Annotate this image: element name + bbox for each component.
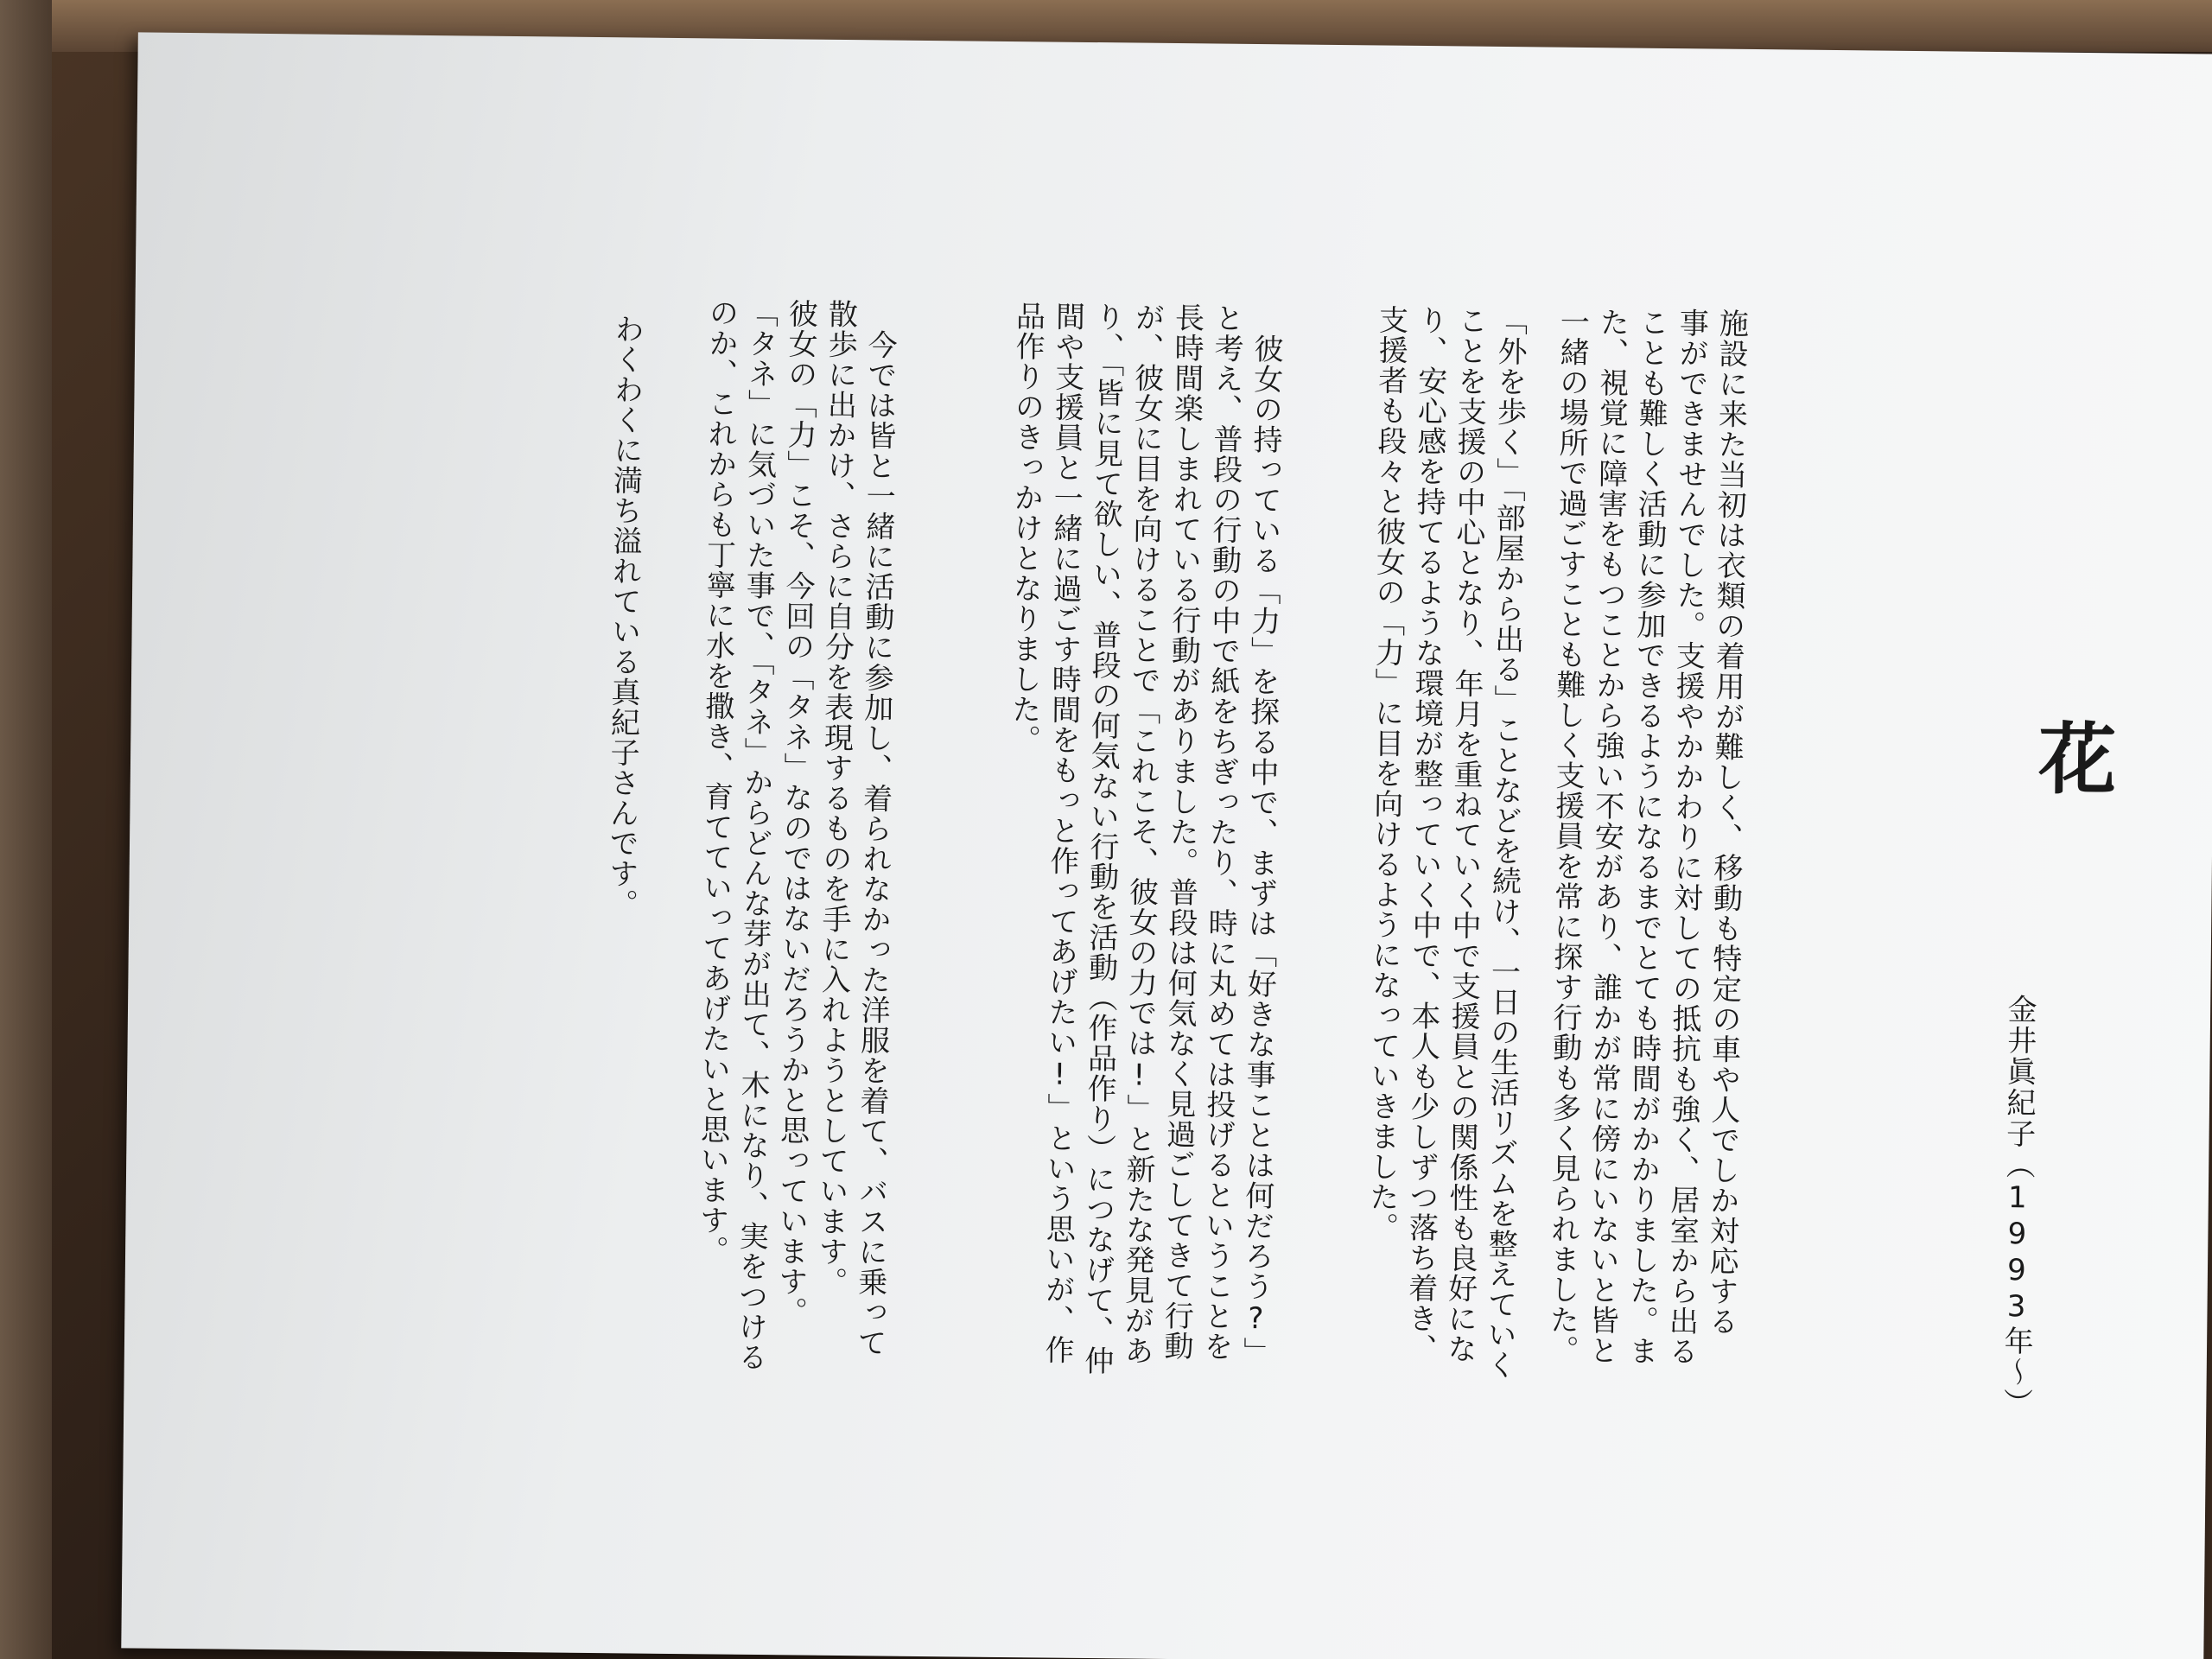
paper-sheet (121, 32, 2212, 1659)
author-credit: 金井眞紀子（1993年～） (1998, 994, 2037, 1420)
page-title: 花 (2024, 717, 2117, 804)
paragraph-2: 「外を歩く」「部屋から出る」ことなどを続け、一日の生活リズムを整えていく ことを支援の中心となり、年月を重ねていく中で支援員との関係性も良好にな り、安心感を持てるような環境が整っていく中で、本人も少しずつ落ち着き、 支援者も段々と彼女の「力」に目を向けるようになっていきました。 (1363, 304, 1528, 1381)
paragraph-1: 施設に来た当初は衣類の着用が難しく、移動も特定の車や人でしか対応する 事ができませんでした。支援やかかわりに対しての抵抗も強く、居室から出る ことも難しく活動に参加できるようになるまでとても時間がかかりました。ま た、視覚に障害をもつことから強い不安があり、誰かが常に傍にいないと皆と 一緒の場所で過ごすことも難しく支援員を常に探す行動も多く見られました。 (1543, 306, 1749, 1367)
paragraph-4: 今では皆と一緒に活動に参加し、着られなかった洋服を着て、バスに乗って 散歩に出かけ、さらに自分を表現するものを手に入れようとしています。 彼女の「力」こそ、今回の「タネ」なのではないだろうかと思っています。 「タネ」に気づいた事で、「タネ」からどんな芽が出て、木になり、実をつける のか、これからも丁寧に水を撒き、育てていってあげたいと思います。 (693, 297, 898, 1373)
paragraph-3: 彼女の持っている「力」を探る中で、まずは「好きな事ことは何だろう?」 と考え、普段の行動の中で紙をちぎったり、時に丸めては投げるということを 長時間楽しまれている行動がありました。普段は何気なく見過ごしてきて行動 が、彼女に目を向けることで「これこそ、彼女の力では!」と新たな発見があ り、「皆に見て欲しい、普段の何気ない行動を活動（作品作り）につなげて、仲 間や支援員と一緒に過ごす時間をもっと作ってあげたい!」という思いが、作 品作りのきっかけとなりました。 (1006, 301, 1284, 1376)
closing-line: わくわくに満ち溢れている真紀子さんです。 (603, 314, 645, 919)
wood-edge-left (0, 0, 52, 1659)
